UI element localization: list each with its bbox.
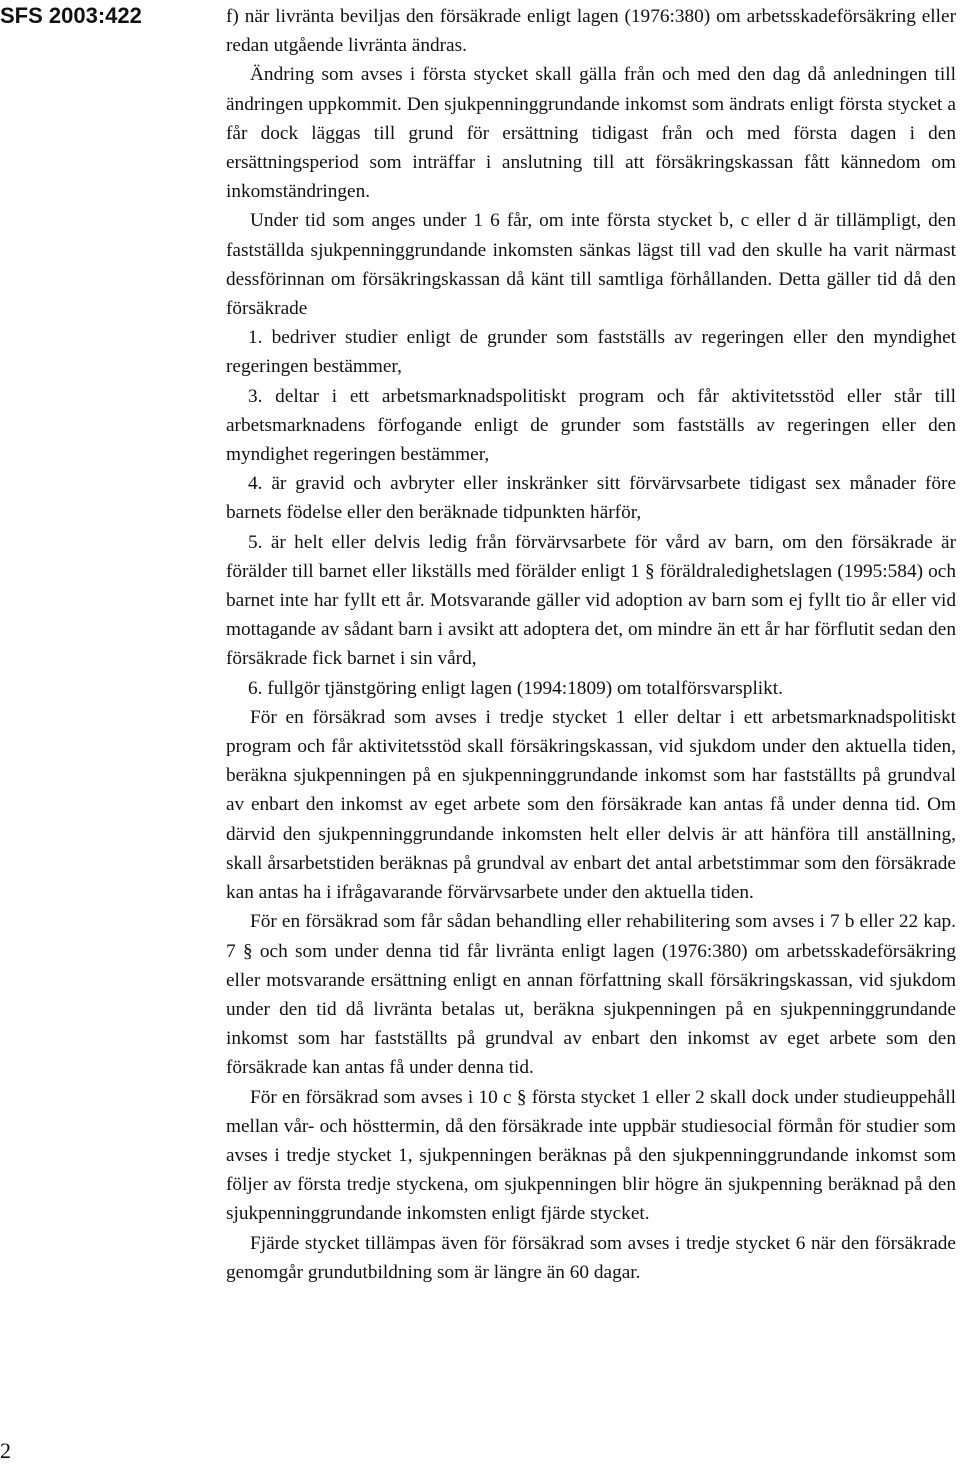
list-item-4: 4. är gravid och avbryter eller inskränker sitt förvärvsarbete tidigast sex månader före barnets födelse eller den beräknade tidpunkten härför,: [226, 473, 956, 524]
paragraph-andring: Ändring som avses i första stycket skall gälla från och med den dag då anledningen till ändringen uppkommit. Den sjukpenninggrundande inkomst som ändrats enligt första stycket a får dock läggas till grund för ersättning tidigast från och med första dagen i den ersättningsperiod som inträffar i anslutning till att försäkringskassan fått kännedom om inkomständringen.: [226, 64, 956, 203]
paragraph-under-tid: Under tid som anges under 1 6 får, om inte första stycket b, c eller d är tillämpligt, den fastställda sjukpenninggrundande inkomsten sänkas lägst till vad den skulle ha varit närmast dessförinnan om försäkringskassan då känt till samtliga förhållanden. Detta gäller tid då den försäkrade: [226, 210, 956, 320]
paragraph-behandling: För en försäkrad som får sådan behandling eller rehabilitering som avses i 7 b eller 22 kap. 7 § och som under denna tid får livränta enligt lagen (1976:380) om arbetsskadeförsäkring eller motsvarande ersättning enligt en annan författning skall försäkringskassan, vid sjukdom under den tid då livränta betalas ut, beräkna sjukpenningen på en sjukpenninggrundande inkomst som har fastställts på grundval av enbart den inkomst av eget arbete som den försäkrade kan antas få under denna tid.: [226, 911, 956, 1079]
list-item-6: 6. fullgör tjänstgöring enligt lagen (1994:1809) om totalförsvarsplikt.: [248, 677, 783, 699]
paragraph-tredje-stycket: För en försäkrad som avses i tredje stycket 1 eller deltar i ett arbetsmarknadspolitiskt program och får aktivitetsstöd skall försäkringskassan, vid sjukdom under den aktuella tiden, beräkna sjukpenningen på en sjukpenninggrundande inkomst som har fastställts på grundval av enbart den inkomst av eget arbete som den försäkrade kan antas få under denna tid. Om därvid den sjukpenninggrundande inkomsten helt eller delvis är att hänföra till anställning, skall årsarbetstiden beräknas på grundval av enbart det antal arbetstimmar som den försäkrade kan antas ha i ifrågavarande förvärvsarbete under den aktuella tiden.: [226, 706, 956, 904]
document-body: [226, 2, 956, 1287]
sfs-number: SFS 2003:422: [0, 3, 142, 28]
paragraph-10c: För en försäkrad som avses i 10 c § första stycket 1 eller 2 skall dock under studieuppehåll mellan vår- och hösttermin, då den försäkrade inte uppbär studiesocial förmån för studier som avses i tredje stycket 1, sjukpenningen beräknas på den sjukpenninggrundande inkomst som följer av första tredje styckena, om sjukpenningen blir högre än sjukpenning beräknad på den sjukpenninggrundande inkomsten enligt fjärde stycket.: [226, 1086, 956, 1225]
paragraph-f: f) när livränta beviljas den försäkrade enligt lagen (1976:380) om arbetsskadeförsäkring eller redan utgående livränta ändras.: [226, 6, 956, 57]
paragraph-fjarde-stycket: Fjärde stycket tillämpas även för försäkrad som avses i tredje stycket 6 när den försäkrade genomgår grundutbildning som är längre än 60 dagar.: [226, 1232, 956, 1283]
page-number: 2: [0, 1438, 11, 1463]
list-item-3: 3. deltar i ett arbetsmarknadspolitiskt program och får aktivitetsstöd eller står till arbetsmarknadens förfogande enligt de grunder som fastställs av regeringen eller den myndighet regeringen bestämmer,: [226, 385, 956, 466]
list-item-1: 1. bedriver studier enligt de grunder som fastställs av regeringen eller den myndighet regeringen bestämmer,: [226, 327, 956, 378]
list-item-5: 5. är helt eller delvis ledig från förvärvsarbete för vård av barn, om den försäkrade är förälder till barnet eller likställs med förälder enligt 1 § föräldraledighetslagen (1995:584) och barnet inte har fyllt ett år. Motsvarande gäller vid adoption av barn som ej fyllt tio år eller vid mottagande av sådant barn i avsikt att adoptera det, om mindre än ett år har förflutit sedan den försäkrade fick barnet i sin vård,: [226, 531, 956, 670]
